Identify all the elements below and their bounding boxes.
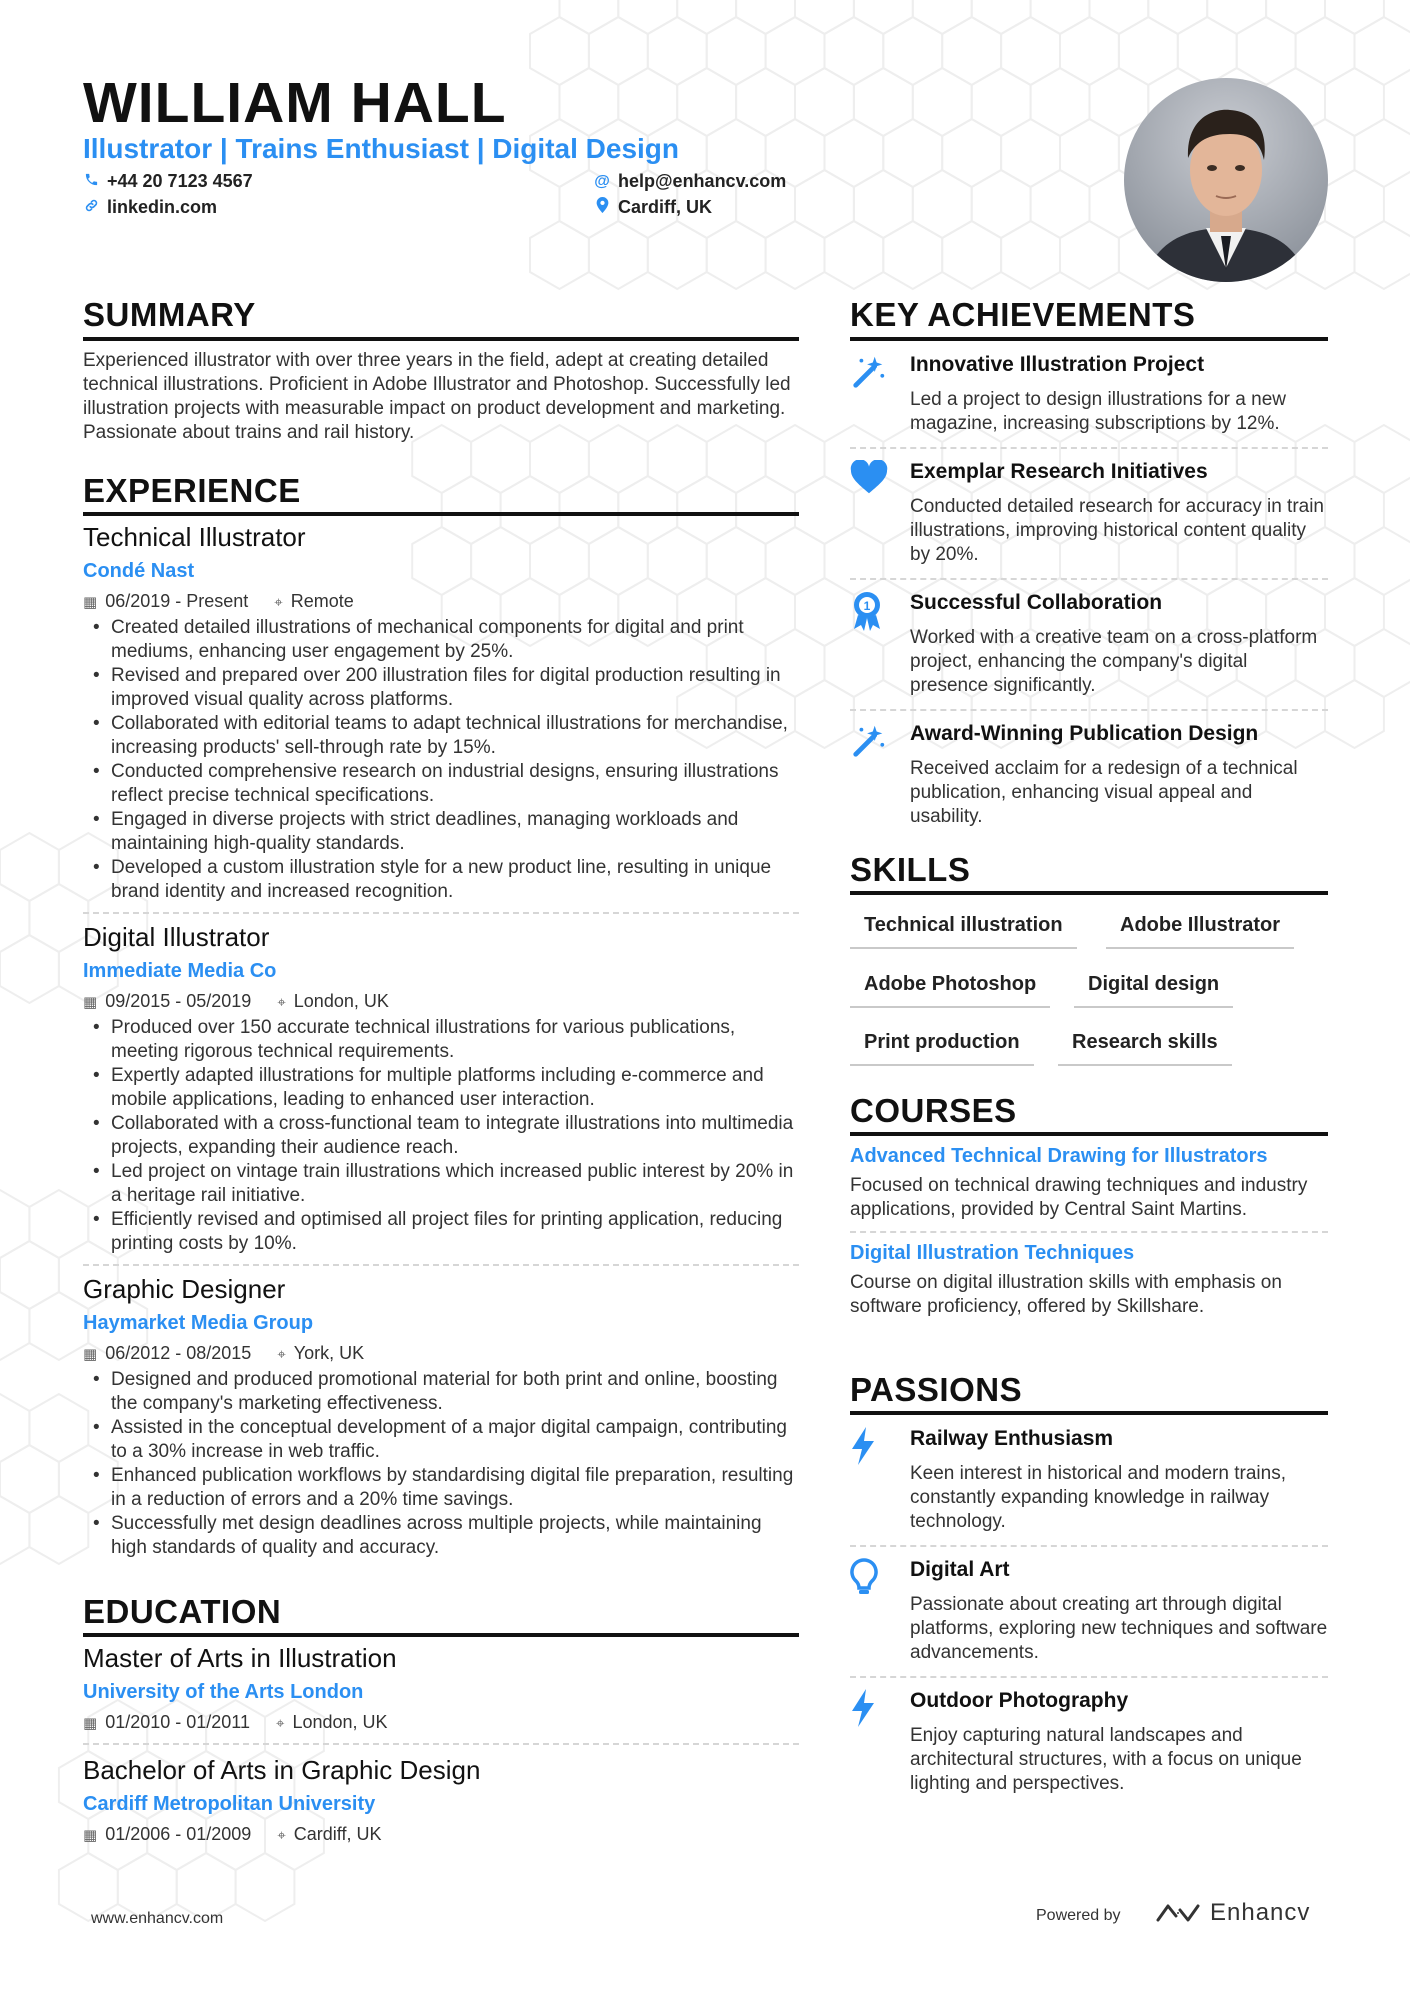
entry-divider (850, 1231, 1328, 1233)
job-dates: 06/2012 - 08/2015 (105, 1343, 252, 1363)
summary-text: Experienced illustrator with over three years in the field, adept at creating detailed technical illustrations. Proficient in Adobe Illustrator and Photoshop. Successfully led illustration projects with measurable impact on product development and marketing. Passionate about trains and rail history. (83, 350, 791, 443)
job-meta (83, 991, 799, 1012)
achievement-title: Exemplar Research Initiatives (910, 460, 1208, 483)
experience-list (83, 522, 799, 1560)
achievement-description: Conducted detailed research for accuracy in train illustrations, improving historical content quality by 20%. (910, 496, 1325, 565)
education-dates: 01/2006 - 01/2009 (105, 1824, 252, 1844)
candidate-name: WILLIAM HALL (83, 71, 507, 135)
job-role: Technical Illustrator (83, 522, 306, 552)
entry-divider (850, 709, 1328, 711)
education-location: Cardiff, UK (293, 1824, 382, 1844)
job-bullets (83, 616, 799, 904)
summary-divider (83, 337, 799, 341)
course-item (850, 1242, 1328, 1319)
achievements-heading: KEY ACHIEVEMENTS (850, 296, 1196, 333)
award-ribbon-icon (850, 591, 890, 631)
lightning-bolt-icon (850, 1427, 890, 1467)
bullet-item: • Designed and produced promotional material for both print and online, boosting the company's marketing effectiveness. (83, 1368, 799, 1416)
job-company: Condé Nast (83, 560, 195, 582)
bullet-item: • Enhanced publication workflows by standardising digital file preparation, resulting in a reduction of errors and a 20% time savings. (83, 1464, 799, 1512)
map-pin-icon: ⌖ (275, 1715, 285, 1732)
bullet-item: • Conducted comprehensive research on industrial designs, ensuring illustrations reflect precise technical specifications. (83, 760, 799, 808)
job-meta (83, 591, 799, 612)
bullet-item: • Collaborated with editorial teams to adapt technical illustrations for merchandise, increasing products' sell-through rate by 15%. (83, 712, 799, 760)
bullet-item: • Led project on vintage train illustrations which increased public interest by 20% in a heritage rail initiative. (83, 1160, 799, 1208)
experience-heading: EXPERIENCE (83, 472, 301, 509)
map-pin-icon (594, 197, 610, 218)
bullet-item: • Produced over 150 accurate technical illustrations for various publications, meeting rigorous technical requirements. (83, 1016, 799, 1064)
skill-tag: Technical illustration (850, 914, 1077, 949)
job-role: Digital Illustrator (83, 922, 270, 952)
achievement-title: Innovative Illustration Project (910, 353, 1205, 376)
achievement-title: Successful Collaboration (910, 591, 1163, 614)
achievement-item (850, 722, 1328, 829)
education-entry (83, 1755, 799, 1845)
bullet-item: • Collaborated with a cross-functional team to integrate illustrations into multimedia projects, expanding their audience reach. (83, 1112, 799, 1160)
map-pin-icon: ⌖ (277, 994, 286, 1011)
achievement-description: Led a project to design illustrations for a new magazine, increasing subscriptions by 12%. (910, 389, 1286, 434)
experience-entry (83, 522, 799, 904)
courses-divider (850, 1132, 1328, 1136)
courses-list (850, 1145, 1328, 1319)
lightbulb-icon (850, 1558, 890, 1598)
courses-heading: COURSES (850, 1092, 1017, 1129)
course-item (850, 1145, 1328, 1222)
skills-divider (850, 891, 1328, 895)
entry-divider (83, 1743, 799, 1745)
experience-divider (83, 512, 799, 516)
skill-tag: Research skills (1058, 1031, 1232, 1066)
job-location: Remote (290, 591, 354, 611)
enhancv-logo-text: Enhancv (1210, 1899, 1311, 1926)
education-meta (83, 1824, 799, 1845)
education-location: London, UK (292, 1712, 388, 1732)
svg-text:1: 1 (863, 599, 871, 613)
education-heading: EDUCATION (83, 1593, 282, 1630)
school-name: University of the Arts London (83, 1681, 364, 1703)
linkedin-link[interactable]: linkedin.com (83, 197, 217, 218)
education-list (83, 1643, 799, 1845)
summary-heading: SUMMARY (83, 296, 256, 333)
phone-contact[interactable]: +44 20 7123 4567 (83, 171, 253, 192)
bullet-item: • Expertly adapted illustrations for multiple platforms including e-commerce and mobile applications, leading to enhanced user interaction. (83, 1064, 799, 1112)
heart-icon (850, 460, 890, 500)
location-contact: Cardiff, UK (594, 197, 712, 218)
education-dates: 01/2010 - 01/2011 (105, 1712, 250, 1732)
phone-icon (83, 172, 99, 192)
skills-heading: SKILLS (850, 851, 971, 888)
magic-wand-icon (850, 353, 890, 393)
job-dates: 06/2019 - Present (105, 591, 249, 611)
achievement-description: Worked with a creative team on a cross-platform project, enhancing the company's digital presence significantly. (910, 627, 1318, 696)
passion-description: Passionate about creating art through digital platforms, exploring new techniques and software advancements. (910, 1594, 1328, 1663)
magic-wand-icon (850, 722, 890, 762)
email-contact[interactable]: @ help@enhancv.com (594, 171, 787, 191)
bullet-item: • Assisted in the conceptual development of a major digital campaign, contributing to a 30% increase in web traffic. (83, 1416, 799, 1464)
bullet-item: • Revised and prepared over 200 illustration files for digital production resulting in improved visual quality across platforms. (83, 664, 799, 712)
calendar-icon: ▦ (83, 994, 98, 1011)
at-sign-icon: @ (594, 172, 610, 190)
course-description: Focused on technical drawing techniques and industry applications, provided by Central Saint Martins. (850, 1175, 1308, 1220)
map-pin-icon: ⌖ (277, 1346, 286, 1363)
entry-divider (83, 912, 799, 914)
passions-heading: PASSIONS (850, 1371, 1023, 1408)
achievement-item (850, 460, 1328, 567)
job-company: Immediate Media Co (83, 960, 277, 982)
education-meta (83, 1712, 799, 1733)
skill-tag: Adobe Illustrator (1106, 914, 1294, 949)
passions-divider (850, 1411, 1328, 1415)
course-title: Advanced Technical Drawing for Illustrators (850, 1145, 1268, 1167)
experience-entry (83, 922, 799, 1256)
footer-powered-by: Powered by (1036, 1907, 1121, 1924)
achievement-description: Received acclaim for a redesign of a technical publication, enhancing visual appeal and usability. (910, 758, 1298, 827)
lightning-bolt-icon (850, 1689, 890, 1729)
passion-item (850, 1558, 1328, 1665)
achievements-divider (850, 337, 1328, 341)
course-description: Course on digital illustration skills with emphasis on software proficiency, offered by Skillshare. (850, 1272, 1282, 1317)
link-icon (83, 198, 99, 218)
job-dates: 09/2015 - 05/2019 (105, 991, 252, 1011)
job-meta (83, 1343, 799, 1364)
bullet-item: • Successfully met design deadlines across multiple projects, while maintaining high standards of quality and accuracy. (83, 1512, 799, 1560)
achievement-title: Award-Winning Publication Design (910, 722, 1259, 745)
candidate-headline: Illustrator | Trains Enthusiast | Digital Design (83, 133, 679, 164)
passion-title: Digital Art (910, 1558, 1010, 1581)
bullet-item: • Developed a custom illustration style for a new product line, resulting in unique brand identity and increased recognition. (83, 856, 799, 904)
achievement-item (850, 353, 1328, 436)
degree-title: Master of Arts in Illustration (83, 1643, 397, 1673)
passion-item (850, 1689, 1328, 1796)
passions-list (850, 1427, 1328, 1796)
bullet-item: • Engaged in diverse projects with strict deadlines, managing workloads and maintaining high-quality standards. (83, 808, 799, 856)
skill-tag: Digital design (1074, 973, 1233, 1008)
entry-divider (850, 578, 1328, 580)
degree-title: Bachelor of Arts in Graphic Design (83, 1755, 481, 1785)
entry-divider (850, 1676, 1328, 1678)
calendar-icon: ▦ (83, 1715, 98, 1732)
education-divider (83, 1633, 799, 1637)
school-name: Cardiff Metropolitan University (83, 1793, 376, 1815)
experience-entry (83, 1274, 799, 1560)
job-role: Graphic Designer (83, 1274, 286, 1304)
job-location: York, UK (293, 1343, 365, 1363)
enhancv-logo[interactable] (1154, 1899, 1310, 1927)
skill-tag: Print production (850, 1031, 1034, 1066)
education-entry (83, 1643, 799, 1733)
calendar-icon: ▦ (83, 1827, 98, 1844)
passion-title: Outdoor Photography (910, 1689, 1129, 1712)
profile-photo (1124, 78, 1328, 282)
entry-divider (83, 1264, 799, 1266)
entry-divider (850, 447, 1328, 449)
calendar-icon: ▦ (83, 1346, 98, 1363)
entry-divider (850, 1545, 1328, 1547)
map-pin-icon: ⌖ (277, 1827, 286, 1844)
passion-item (850, 1427, 1328, 1534)
course-title: Digital Illustration Techniques (850, 1242, 1135, 1264)
calendar-icon: ▦ (83, 594, 98, 611)
job-location: London, UK (293, 991, 389, 1011)
job-bullets (83, 1368, 799, 1560)
passion-description: Enjoy capturing natural landscapes and architectural structures, with a focus on unique lighting and perspectives. (910, 1725, 1302, 1794)
enhancv-logo-icon (1154, 1900, 1202, 1926)
skill-tag: Adobe Photoshop (850, 973, 1050, 1008)
bullet-item: • Created detailed illustrations of mechanical components for digital and print mediums, enhancing user engagement by 25%. (83, 616, 799, 664)
bullet-item: • Efficiently revised and optimised all project files for printing application, reducing printing costs by 10%. (83, 1208, 799, 1256)
job-bullets (83, 1016, 799, 1256)
job-company: Haymarket Media Group (83, 1312, 314, 1334)
footer-website-link[interactable]: www.enhancv.com (91, 1910, 224, 1927)
achievements-list (850, 353, 1328, 829)
map-pin-icon: ⌖ (274, 594, 283, 611)
passion-description: Keen interest in historical and modern trains, constantly expanding knowledge in railway technology. (910, 1463, 1286, 1532)
passion-title: Railway Enthusiasm (910, 1427, 1114, 1450)
achievement-item (850, 591, 1328, 698)
